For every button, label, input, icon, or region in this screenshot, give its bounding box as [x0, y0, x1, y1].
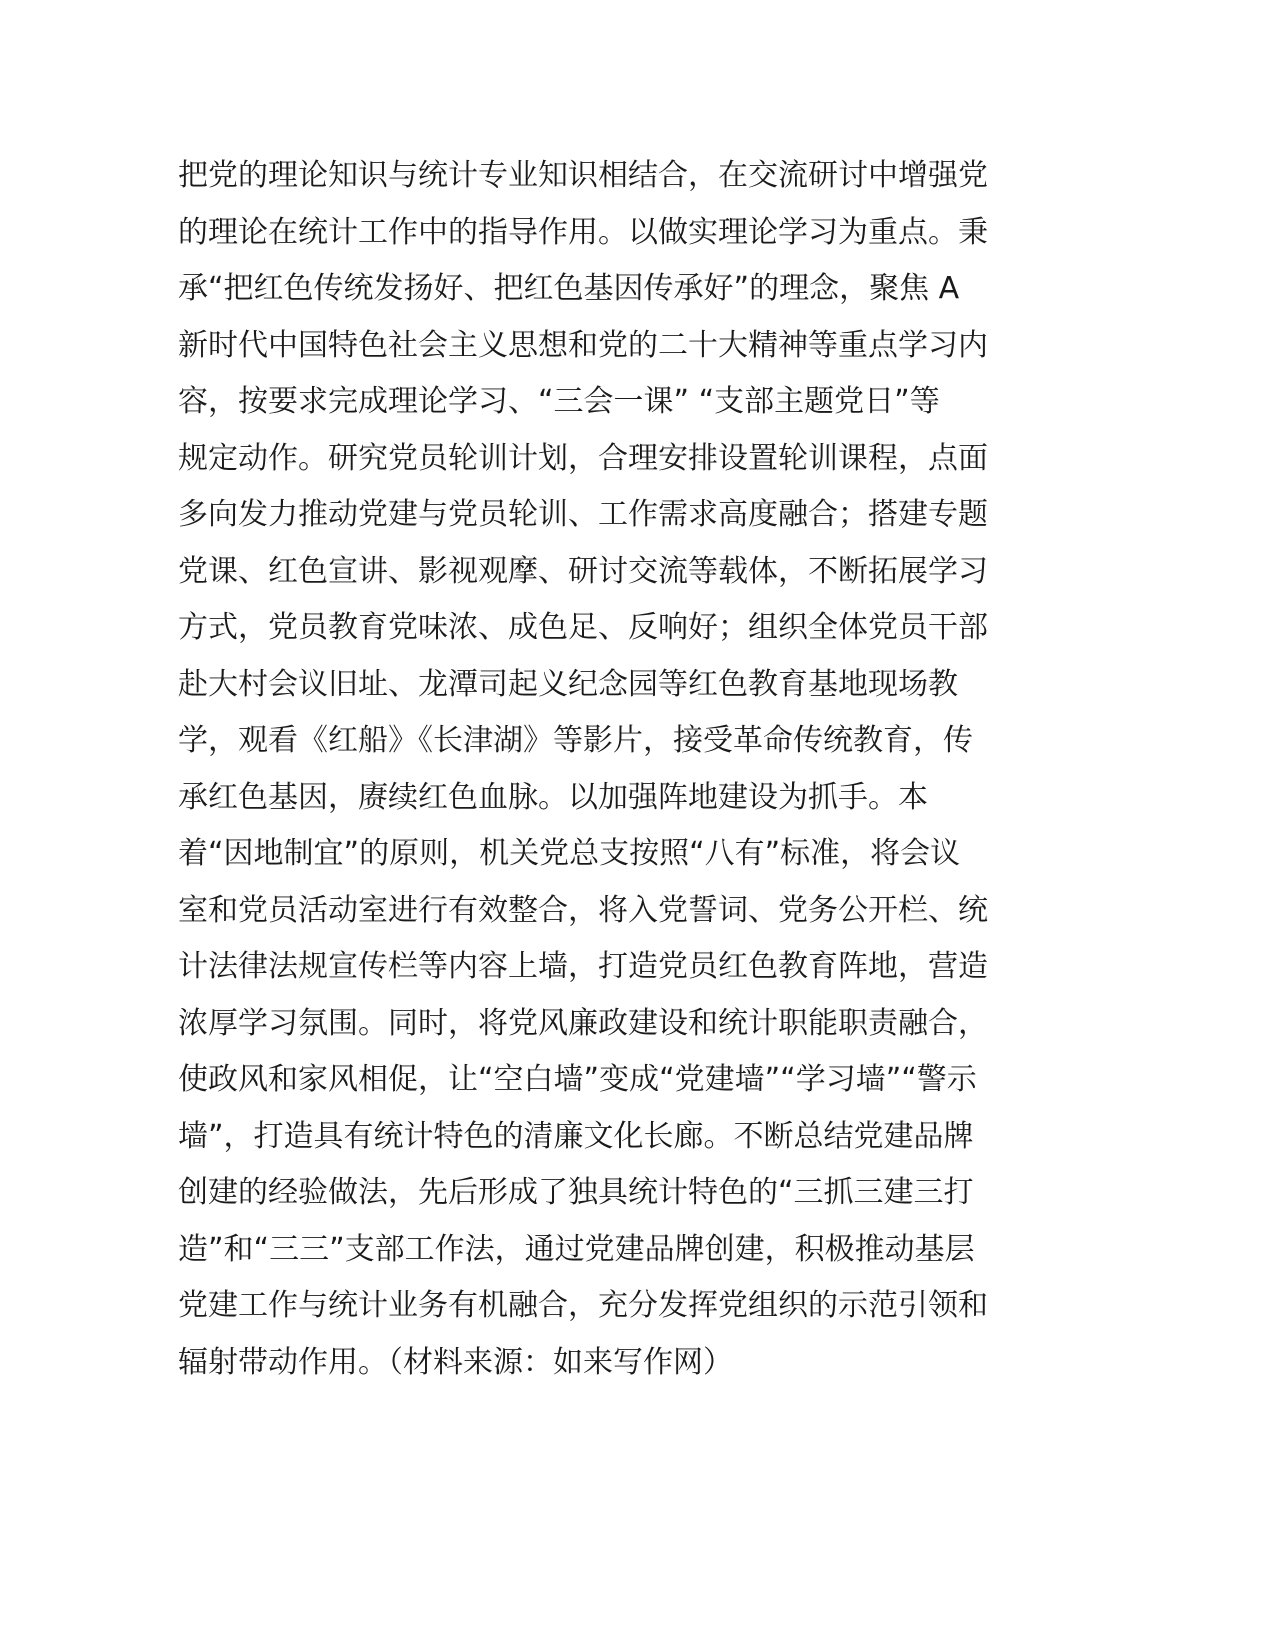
- paragraph-line: 新时代中国特色社会主义思想和党的二十大精神等重点学习内: [178, 327, 988, 363]
- paragraph-line: 使政风和家风相促，让“空白墙”变成“党建墙”“学习墙”“警示: [178, 1062, 977, 1097]
- paragraph-line: 学，观看《红船》《长津湖》等影片，接受革命传统教育，传: [178, 723, 973, 758]
- paragraph-line: 浓厚学习氛围。同时，将党风廉政建设和统计职能职责融合，: [178, 1005, 988, 1041]
- paragraph-line: 方式，党员教育党味浓、成色足、反响好；组织全体党员干部: [178, 610, 988, 645]
- paragraph-line: 规定动作。研究党员轮训计划，合理安排设置轮训课程，点面: [178, 440, 988, 476]
- paragraph-line: 创建的经验做法，先后形成了独具统计特色的“三抓三建三打: [178, 1175, 974, 1210]
- paragraph-line: 承“把红色传统发扬好、把红色基因传承好”的理念，聚焦 A: [178, 271, 960, 306]
- paragraph-line: 多向发力推动党建与党员轮训、工作需求高度融合；搭建专题: [178, 497, 988, 532]
- paragraph-line: 计法律法规宣传栏等内容上墙，打造党员红色教育阵地，营造: [178, 949, 988, 984]
- body-paragraph: [178, 148, 1048, 1391]
- paragraph-line: 的理论在统计工作中的指导作用。以做实理论学习为重点。秉: [178, 214, 988, 250]
- paragraph-line: 室和党员活动室进行有效整合，将入党誓词、党务公开栏、统: [178, 892, 988, 928]
- paragraph-line: 墙”，打造具有统计特色的清廉文化长廊。不断总结党建品牌: [178, 1118, 974, 1154]
- paragraph-line: 党建工作与统计业务有机融合，充分发挥党组织的示范引领和: [178, 1288, 988, 1323]
- paragraph-line: 赴大村会议旧址、龙潭司起义纪念园等红色教育基地现场教: [178, 666, 958, 702]
- paragraph-line: 承红色基因，赓续红色血脉。以加强阵地建设为抓手。本: [178, 779, 928, 815]
- paragraph-line: 辐射带动作用。（材料来源：如来写作网）: [178, 1344, 733, 1380]
- paragraph-line: 把党的理论知识与统计专业知识相结合，在交流研讨中增强党: [178, 158, 988, 193]
- paragraph-line: 着“因地制宜”的原则，机关党总支按照“八有”标准，将会议: [178, 836, 961, 871]
- paragraph-line: 党课、红色宣讲、影视观摩、研讨交流等载体，不断拓展学习: [178, 553, 988, 589]
- paragraph-line: 容，按要求完成理论学习、“三会一课” “支部主题党日”等: [178, 384, 940, 419]
- paragraph-line: 造”和“三三”支部工作法，通过党建品牌创建，积极推动基层: [178, 1231, 975, 1267]
